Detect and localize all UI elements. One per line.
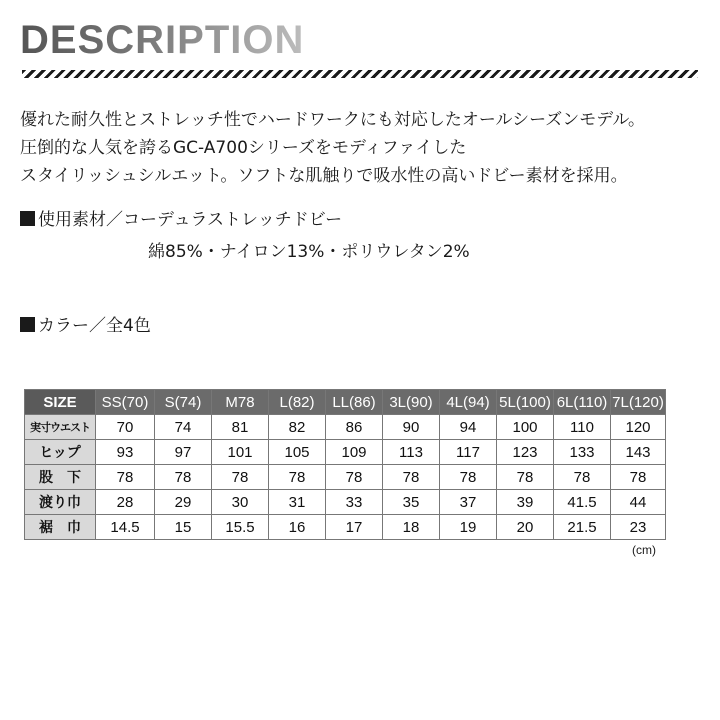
row-label: 実寸ウエスト xyxy=(25,415,96,440)
color-label: カラー／全4色 xyxy=(38,316,151,336)
size-header-cell: 6L(110) xyxy=(554,390,611,415)
table-cell: 78 xyxy=(269,465,326,490)
square-bullet-icon xyxy=(20,211,35,226)
material-label: 使用素材／コーデュラストレッチドビー xyxy=(38,210,343,230)
size-header-cell: 4L(94) xyxy=(440,390,497,415)
row-label: 渡り巾 xyxy=(25,490,96,515)
table-cell: 29 xyxy=(155,490,212,515)
size-header-cell: L(82) xyxy=(269,390,326,415)
table-cell: 120 xyxy=(611,415,666,440)
table-cell: 18 xyxy=(383,515,440,540)
table-cell: 78 xyxy=(554,465,611,490)
table-row xyxy=(25,415,666,440)
table-cell: 21.5 xyxy=(554,515,611,540)
page-title: DESCRIPTION xyxy=(20,14,304,66)
table-cell: 78 xyxy=(383,465,440,490)
table-cell: 35 xyxy=(383,490,440,515)
size-header-cell: S(74) xyxy=(155,390,212,415)
table-cell: 78 xyxy=(212,465,269,490)
table-cell: 86 xyxy=(326,415,383,440)
stripe-divider xyxy=(22,70,698,78)
table-cell: 110 xyxy=(554,415,611,440)
table-cell: 133 xyxy=(554,440,611,465)
table-cell: 23 xyxy=(611,515,666,540)
table-cell: 90 xyxy=(383,415,440,440)
table-cell: 20 xyxy=(497,515,554,540)
size-header-cell: LL(86) xyxy=(326,390,383,415)
table-cell: 123 xyxy=(497,440,554,465)
table-cell: 41.5 xyxy=(554,490,611,515)
table-cell: 94 xyxy=(440,415,497,440)
table-cell: 105 xyxy=(269,440,326,465)
table-row xyxy=(25,465,666,490)
description-block xyxy=(20,106,645,190)
table-cell: 15.5 xyxy=(212,515,269,540)
size-header-cell: 3L(90) xyxy=(383,390,440,415)
table-cell: 82 xyxy=(269,415,326,440)
material-composition: 綿85%・ナイロン13%・ポリウレタン2% xyxy=(148,242,470,262)
table-cell: 39 xyxy=(497,490,554,515)
table-cell: 16 xyxy=(269,515,326,540)
table-cell: 30 xyxy=(212,490,269,515)
table-cell: 78 xyxy=(611,465,666,490)
table-cell: 15 xyxy=(155,515,212,540)
size-table xyxy=(24,389,666,540)
material-heading xyxy=(20,206,342,234)
row-label: ヒップ xyxy=(25,440,96,465)
table-cell: 33 xyxy=(326,490,383,515)
table-row xyxy=(25,440,666,465)
table-cell: 31 xyxy=(269,490,326,515)
table-cell: 70 xyxy=(96,415,155,440)
size-header-cell: M78 xyxy=(212,390,269,415)
table-cell: 78 xyxy=(497,465,554,490)
size-header-cell: 5L(100) xyxy=(497,390,554,415)
table-cell: 19 xyxy=(440,515,497,540)
size-header-cell: SS(70) xyxy=(96,390,155,415)
table-cell: 117 xyxy=(440,440,497,465)
table-row xyxy=(25,515,666,540)
table-cell: 14.5 xyxy=(96,515,155,540)
table-cell: 100 xyxy=(497,415,554,440)
table-cell: 97 xyxy=(155,440,212,465)
description-line: スタイリッシュシルエット。ソフトな肌触りで吸水性の高いドビー素材を採用。 xyxy=(20,166,628,186)
row-label: 股 下 xyxy=(25,465,96,490)
table-row xyxy=(25,490,666,515)
table-cell: 44 xyxy=(611,490,666,515)
description-line: 優れた耐久性とストレッチ性でハードワークにも対応したオールシーズンモデル。 xyxy=(20,110,646,130)
row-label: 裾 巾 xyxy=(25,515,96,540)
table-cell: 143 xyxy=(611,440,666,465)
table-cell: 37 xyxy=(440,490,497,515)
table-cell: 113 xyxy=(383,440,440,465)
table-cell: 81 xyxy=(212,415,269,440)
table-cell: 93 xyxy=(96,440,155,465)
table-cell: 78 xyxy=(155,465,212,490)
table-cell: 101 xyxy=(212,440,269,465)
table-cell: 78 xyxy=(440,465,497,490)
table-cell: 109 xyxy=(326,440,383,465)
table-cell: 17 xyxy=(326,515,383,540)
size-header-row xyxy=(25,390,666,415)
size-header-cell: 7L(120) xyxy=(611,390,666,415)
description-line: 圧倒的な人気を誇るGC-A700シリーズをモディファイした xyxy=(20,138,467,158)
table-cell: 74 xyxy=(155,415,212,440)
table-cell: 78 xyxy=(326,465,383,490)
square-bullet-icon xyxy=(20,317,35,332)
table-cell: 78 xyxy=(96,465,155,490)
size-header-cell: SIZE xyxy=(25,390,96,415)
color-heading xyxy=(20,312,151,340)
table-cell: 28 xyxy=(96,490,155,515)
unit-label: (cm) xyxy=(632,543,656,557)
